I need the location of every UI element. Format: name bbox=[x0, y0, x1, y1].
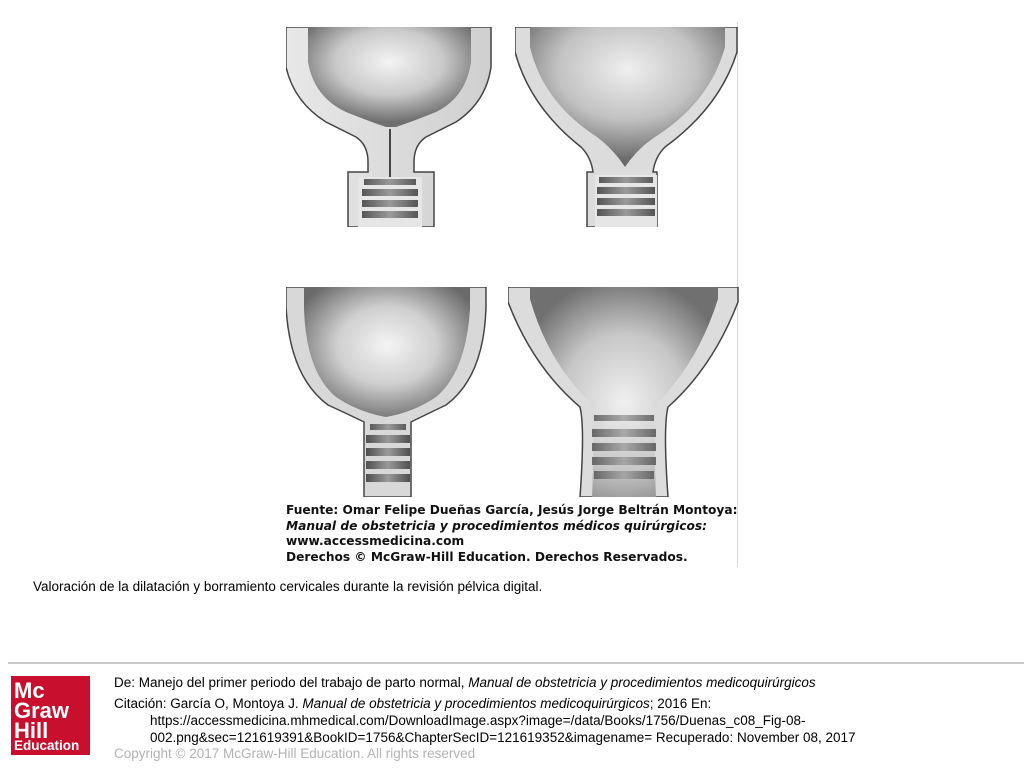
footer-de-prefix: De: Manejo del primer periodo del trabajo de parto normal, bbox=[114, 675, 469, 690]
footer-de-line bbox=[114, 675, 816, 690]
source-website[interactable]: www.accessmedicina.com bbox=[286, 534, 465, 548]
uterus-cervix-closed-icon bbox=[286, 27, 496, 227]
mcgraw-hill-logo bbox=[11, 676, 90, 755]
footer-copyright: Copyright © 2017 McGraw-Hill Education. All rights reserved bbox=[114, 746, 476, 761]
vaginal-rugae bbox=[358, 177, 422, 227]
logo-line-graw: Graw bbox=[14, 698, 70, 723]
footer-citation-line bbox=[114, 696, 711, 711]
footer-url-line-2[interactable]: 002.png&sec=121619391&BookID=1756&ChapterSecID=121619352&imagename= Recuperado: November 08, 2017 bbox=[150, 730, 856, 745]
uterus-cervix-dilated-icon bbox=[508, 287, 740, 497]
cervix-panel-effaced bbox=[286, 287, 491, 497]
footer-citation-prefix: Citación: García O, Montoya J. bbox=[114, 696, 303, 711]
logo-line-hill: Hill bbox=[14, 718, 49, 743]
figure-source-credit bbox=[286, 503, 737, 565]
cervix-panel-closed bbox=[286, 27, 496, 227]
source-rights: Derechos © McGraw-Hill Education. Derechos Reservados. bbox=[286, 549, 688, 564]
cervix-panel-dilated bbox=[508, 287, 740, 497]
footer-url-line-1[interactable]: https://accessmedicina.mhmedical.com/DownloadImage.aspx?image=/data/Books/1756/Duenas_c08_Fig-08- bbox=[150, 713, 806, 728]
figure-caption: Valoración de la dilatación y borramiento cervicales durante la revisión pélvica digital. bbox=[33, 579, 543, 594]
logo-line-mc: Mc bbox=[14, 678, 45, 703]
source-book-title: Manual de obstetricia y procedimientos médicos quirúrgicos: bbox=[286, 518, 707, 533]
logo-line-education: Education bbox=[14, 738, 80, 753]
source-authors: Fuente: Omar Felipe Dueñas García, Jesús Jorge Beltrán Montoya: bbox=[286, 503, 738, 517]
footer-citation-suffix: ; 2016 En: bbox=[649, 696, 712, 711]
cervix-panel-effacing bbox=[515, 27, 740, 227]
footer-divider bbox=[8, 662, 1024, 664]
uterus-cervix-effaced-icon bbox=[286, 287, 491, 497]
footer-de-title: Manual de obstetricia y procedimientos medicoquirúrgicos bbox=[468, 675, 816, 690]
uterus-cervix-effacing-icon bbox=[515, 27, 740, 227]
footer-citation-title: Manual de obstetricia y procedimientos medicoquirúrgicos bbox=[302, 696, 650, 711]
